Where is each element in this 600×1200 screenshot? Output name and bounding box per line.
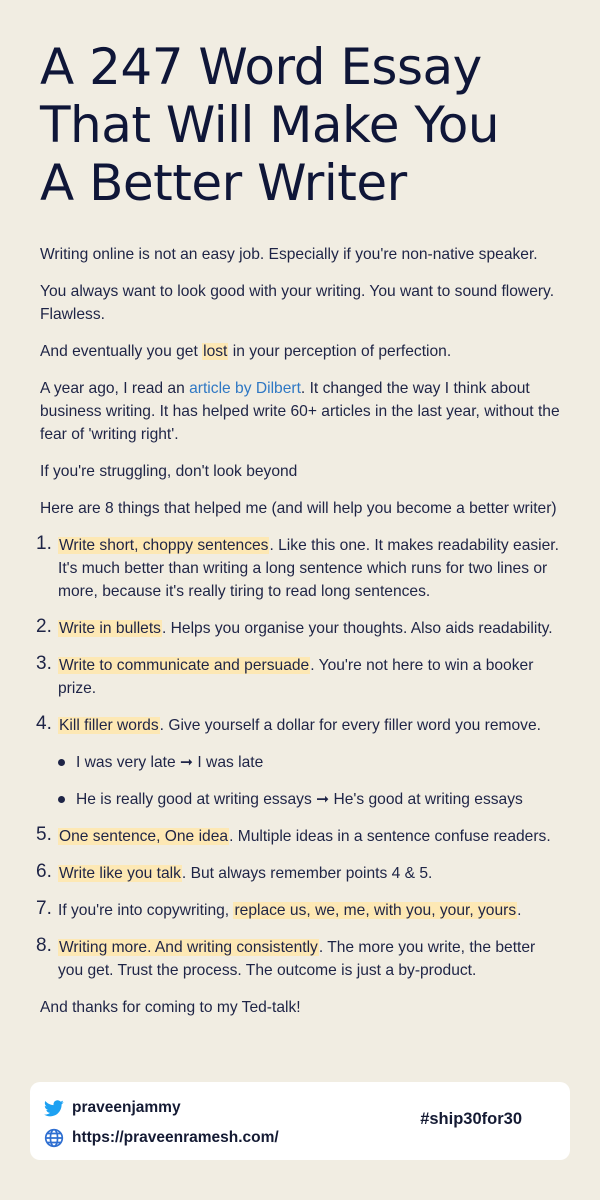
p3-text-before: And eventually you get <box>40 343 203 360</box>
list-number: 2. <box>36 616 52 637</box>
list-item <box>36 616 562 640</box>
twitter-handle: praveenjammy <box>72 1099 181 1116</box>
list-number: 4. <box>36 713 52 734</box>
twitter-bird-icon <box>44 1098 64 1118</box>
tip-highlight: Writing more. And writing consistently <box>59 939 318 956</box>
tip-text: . Like this one. It makes readability easier. It's much better than writing a long sentence which runs for two lines or more, because it's really tiring to read long sentences. <box>58 537 559 600</box>
tips-list <box>36 533 562 982</box>
list-number: 6. <box>36 861 52 882</box>
p4-text-after: . It changed the way I think about business writing. It has helped write 60+ articles in the last year, without the fear of 'writing right'. <box>40 380 560 443</box>
tip-text: . The more you write, the better you get. Trust the process. The outcome is just a by-product. <box>58 939 536 979</box>
list-number: 7. <box>36 898 52 919</box>
intro-paragraph-5: If you're struggling, don't look beyond <box>40 463 298 480</box>
list-number: 5. <box>36 824 52 845</box>
list-item <box>36 533 562 603</box>
title-line-2: That Will Make You <box>40 96 500 154</box>
website-row[interactable] <box>44 1128 279 1148</box>
example-item: He is really good at writing essays ➞ He's good at writing essays <box>58 788 562 811</box>
intro-paragraph-4 <box>40 377 562 446</box>
list-item <box>36 898 562 922</box>
p3-text-after: in your perception of perfection. <box>228 343 452 360</box>
tip-highlight: replace us, we, me, with you, your, yours <box>234 902 517 919</box>
tip-highlight: Write like you talk <box>59 865 181 882</box>
tip-text: . Helps you organise your thoughts. Also aids readability. <box>161 620 553 637</box>
list-number: 8. <box>36 935 52 956</box>
author-footer-card <box>30 1082 570 1160</box>
globe-icon <box>44 1128 64 1148</box>
closing-line: And thanks for coming to my Ted-talk! <box>40 999 301 1016</box>
tip-text: . But always remember points 4 & 5. <box>181 865 433 882</box>
essay-body <box>36 243 562 1033</box>
tip-highlight: Write in bullets <box>59 620 161 637</box>
website-url: https://praveenramesh.com/ <box>72 1129 279 1146</box>
intro-paragraph-2: You always want to look good with your writing. You want to sound flowery. Flawless. <box>40 283 555 323</box>
tip-highlight: Kill filler words <box>59 717 159 734</box>
intro-paragraph-6: Here are 8 things that helped me (and will help you become a better writer) <box>40 500 557 517</box>
tip-text: . Multiple ideas in a sentence confuse readers. <box>229 828 551 845</box>
essay-title <box>40 38 570 212</box>
list-item <box>36 935 562 982</box>
intro-paragraph-1: Writing online is not an easy job. Especially if you're non-native speaker. <box>40 246 538 263</box>
tip-text-before: If you're into copywriting, <box>58 902 234 919</box>
example-item: I was very late ➞ I was late <box>58 751 562 774</box>
tip-text: . You're not here to win a booker prize. <box>58 657 534 697</box>
dilbert-article-link[interactable]: article by Dilbert <box>189 380 301 397</box>
twitter-row[interactable] <box>44 1098 181 1118</box>
intro-paragraph-3 <box>40 340 562 363</box>
tip-highlight: One sentence, One idea <box>59 828 229 845</box>
title-line-3: A Better Writer <box>40 154 407 212</box>
list-number: 1. <box>36 533 52 554</box>
tip-highlight: Write to communicate and persuade <box>59 657 310 674</box>
list-item <box>36 861 562 885</box>
hashtag: #ship30for30 <box>420 1110 522 1128</box>
list-item <box>36 653 562 700</box>
title-line-1: A 247 Word Essay <box>40 38 482 96</box>
list-item <box>36 713 562 811</box>
list-number: 3. <box>36 653 52 674</box>
tip-highlight: Write short, choppy sentences <box>59 537 269 554</box>
tip-text: . Give yourself a dollar for every filler word you remove. <box>159 717 541 734</box>
tip-text: . <box>517 902 522 919</box>
list-item <box>36 824 562 848</box>
p4-text-before: A year ago, I read an <box>40 380 190 397</box>
highlight-lost: lost <box>203 343 228 360</box>
filler-examples-list <box>58 751 562 811</box>
